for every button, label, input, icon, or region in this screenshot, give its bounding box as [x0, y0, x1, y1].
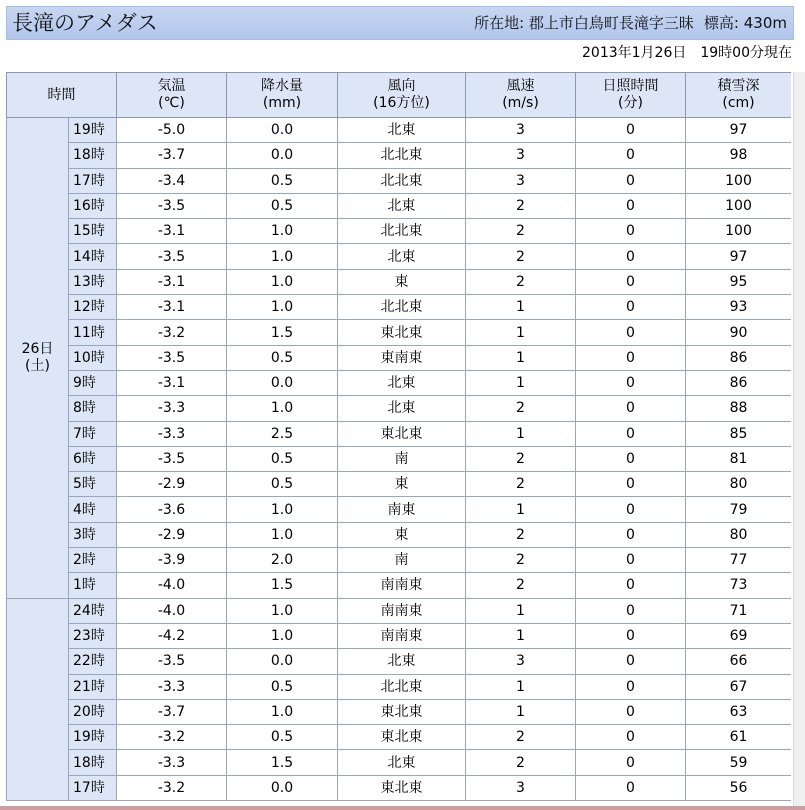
table-row [7, 750, 792, 775]
cell-wind-direction: 東北東 [338, 725, 466, 750]
cell-snow-depth: 56 [686, 775, 792, 800]
table-row [7, 320, 792, 345]
cell-temperature: -3.1 [117, 269, 227, 294]
table-row [7, 573, 792, 598]
cell-wind-speed: 2 [466, 573, 576, 598]
cell-wind-speed: 1 [466, 295, 576, 320]
table-row [7, 193, 792, 218]
cell-hour: 9時 [69, 370, 117, 395]
cell-wind-speed: 2 [466, 219, 576, 244]
cell-hour: 8時 [69, 396, 117, 421]
cell-wind-speed: 1 [466, 421, 576, 446]
cell-wind-speed: 3 [466, 143, 576, 168]
cell-wind-speed: 2 [466, 548, 576, 573]
cell-precipitation: 1.5 [227, 750, 338, 775]
location-text: 所在地: 郡上市白鳥町長滝字三昧 [474, 14, 694, 32]
table-row [7, 396, 792, 421]
cell-wind-speed: 2 [466, 446, 576, 471]
cell-wind-speed: 2 [466, 396, 576, 421]
cell-hour: 17時 [69, 168, 117, 193]
cell-wind-speed: 1 [466, 699, 576, 724]
cell-temperature: -3.2 [117, 320, 227, 345]
cell-precipitation: 0.0 [227, 775, 338, 800]
table-row [7, 598, 792, 623]
cell-sunshine: 0 [576, 269, 686, 294]
cell-temperature: -3.3 [117, 674, 227, 699]
cell-temperature: -4.0 [117, 573, 227, 598]
cell-wind-speed: 2 [466, 269, 576, 294]
page-title: 長滝のアメダス [12, 11, 158, 35]
table-row [7, 421, 792, 446]
cell-snow-depth: 100 [686, 219, 792, 244]
cell-hour: 16時 [69, 193, 117, 218]
cell-wind-speed: 2 [466, 750, 576, 775]
cell-precipitation: 1.0 [227, 623, 338, 648]
cell-hour: 24時 [69, 598, 117, 623]
table-row [7, 699, 792, 724]
cell-temperature: -3.4 [117, 168, 227, 193]
cell-wind-direction: 東北東 [338, 699, 466, 724]
table-row [7, 472, 792, 497]
cell-precipitation: 0.5 [227, 345, 338, 370]
cell-temperature: -2.9 [117, 472, 227, 497]
cell-sunshine: 0 [576, 118, 686, 143]
cell-precipitation: 0.5 [227, 725, 338, 750]
cell-snow-depth: 97 [686, 244, 792, 269]
amedas-table-container [6, 72, 791, 810]
table-row [7, 649, 792, 674]
cell-sunshine: 0 [576, 345, 686, 370]
day-label: 26日 (土) [7, 118, 69, 599]
cell-hour: 20時 [69, 699, 117, 724]
table-row [7, 674, 792, 699]
cell-temperature: -3.5 [117, 193, 227, 218]
table-row [7, 775, 792, 800]
cell-wind-direction: 南東 [338, 497, 466, 522]
cell-wind-speed: 1 [466, 497, 576, 522]
cell-precipitation: 1.0 [227, 699, 338, 724]
cell-hour: 1時 [69, 573, 117, 598]
cell-hour: 19時 [69, 118, 117, 143]
cell-snow-depth: 93 [686, 295, 792, 320]
location-info [474, 14, 787, 32]
cell-hour: 4時 [69, 497, 117, 522]
cell-temperature: -3.5 [117, 649, 227, 674]
cell-hour: 5時 [69, 472, 117, 497]
cell-snow-depth: 71 [686, 598, 792, 623]
table-row [7, 269, 792, 294]
cell-precipitation: 0.5 [227, 193, 338, 218]
cell-wind-speed: 1 [466, 598, 576, 623]
cell-wind-direction: 北東 [338, 118, 466, 143]
cell-sunshine: 0 [576, 548, 686, 573]
cell-precipitation: 1.0 [227, 295, 338, 320]
cell-wind-speed: 3 [466, 649, 576, 674]
cell-hour: 14時 [69, 244, 117, 269]
cell-snow-depth: 59 [686, 750, 792, 775]
table-row [7, 725, 792, 750]
cell-wind-direction: 北北東 [338, 168, 466, 193]
cell-wind-speed: 1 [466, 623, 576, 648]
cell-temperature: -3.5 [117, 345, 227, 370]
cell-hour: 12時 [69, 295, 117, 320]
cell-snow-depth: 77 [686, 548, 792, 573]
cell-temperature: -3.3 [117, 421, 227, 446]
elevation-text: 標高: 430m [703, 14, 787, 32]
cell-temperature: -3.3 [117, 750, 227, 775]
cell-precipitation: 1.0 [227, 497, 338, 522]
bottom-divider [0, 806, 805, 810]
cell-snow-depth: 95 [686, 269, 792, 294]
cell-snow-depth: 80 [686, 522, 792, 547]
cell-wind-direction: 北東 [338, 396, 466, 421]
cell-snow-depth: 79 [686, 497, 792, 522]
cell-precipitation: 0.5 [227, 674, 338, 699]
cell-snow-depth: 86 [686, 370, 792, 395]
cell-sunshine: 0 [576, 219, 686, 244]
cell-temperature: -3.7 [117, 699, 227, 724]
cell-snow-depth: 67 [686, 674, 792, 699]
cell-temperature: -3.6 [117, 497, 227, 522]
cell-precipitation: 0.5 [227, 446, 338, 471]
cell-temperature: -3.2 [117, 775, 227, 800]
table-row [7, 345, 792, 370]
cell-wind-direction: 北北東 [338, 295, 466, 320]
cell-wind-direction: 北東 [338, 370, 466, 395]
cell-hour: 23時 [69, 623, 117, 648]
cell-wind-direction: 南 [338, 446, 466, 471]
table-row [7, 219, 792, 244]
cell-wind-direction: 北東 [338, 649, 466, 674]
cell-snow-depth: 81 [686, 446, 792, 471]
cell-wind-direction: 北北東 [338, 143, 466, 168]
cell-snow-depth: 88 [686, 396, 792, 421]
cell-precipitation: 0.0 [227, 649, 338, 674]
header-time: 時間 [7, 73, 117, 118]
cell-precipitation: 1.0 [227, 598, 338, 623]
cell-wind-speed: 3 [466, 168, 576, 193]
cell-wind-direction: 東南東 [338, 345, 466, 370]
cell-wind-direction: 南 [338, 548, 466, 573]
cell-sunshine: 0 [576, 143, 686, 168]
cell-wind-speed: 1 [466, 370, 576, 395]
cell-hour: 7時 [69, 421, 117, 446]
table-row [7, 143, 792, 168]
cell-sunshine: 0 [576, 623, 686, 648]
cell-temperature: -3.3 [117, 396, 227, 421]
cell-precipitation: 1.5 [227, 320, 338, 345]
cell-wind-direction: 東 [338, 522, 466, 547]
table-row [7, 244, 792, 269]
cell-temperature: -5.0 [117, 118, 227, 143]
cell-hour: 15時 [69, 219, 117, 244]
cell-sunshine: 0 [576, 674, 686, 699]
cell-wind-speed: 2 [466, 725, 576, 750]
cell-sunshine: 0 [576, 750, 686, 775]
cell-sunshine: 0 [576, 725, 686, 750]
header-snow-depth: 積雪深 (cm) [686, 73, 792, 118]
cell-wind-direction: 北東 [338, 750, 466, 775]
header-sunshine: 日照時間 (分) [576, 73, 686, 118]
cell-temperature: -3.1 [117, 370, 227, 395]
cell-hour: 11時 [69, 320, 117, 345]
cell-sunshine: 0 [576, 295, 686, 320]
day-label-previous [7, 598, 69, 800]
cell-hour: 3時 [69, 522, 117, 547]
cell-snow-depth: 63 [686, 699, 792, 724]
cell-sunshine: 0 [576, 775, 686, 800]
cell-temperature: -4.0 [117, 598, 227, 623]
cell-sunshine: 0 [576, 370, 686, 395]
cell-precipitation: 1.0 [227, 244, 338, 269]
cell-temperature: -3.5 [117, 446, 227, 471]
table-row [7, 295, 792, 320]
cell-wind-speed: 1 [466, 345, 576, 370]
table-row [7, 168, 792, 193]
cell-wind-direction: 東 [338, 472, 466, 497]
cell-wind-direction: 南南東 [338, 573, 466, 598]
table-row [7, 522, 792, 547]
table-row [7, 548, 792, 573]
cell-hour: 10時 [69, 345, 117, 370]
table-row [7, 446, 792, 471]
cell-sunshine: 0 [576, 320, 686, 345]
cell-precipitation: 1.0 [227, 219, 338, 244]
cell-snow-depth: 86 [686, 345, 792, 370]
cell-wind-direction: 北北東 [338, 674, 466, 699]
cell-hour: 2時 [69, 548, 117, 573]
cell-snow-depth: 85 [686, 421, 792, 446]
cell-precipitation: 0.5 [227, 168, 338, 193]
vertical-scrollbar[interactable] [793, 72, 805, 810]
cell-sunshine: 0 [576, 649, 686, 674]
header-wind-direction: 風向 (16方位) [338, 73, 466, 118]
cell-precipitation: 1.0 [227, 522, 338, 547]
header-wind-speed: 風速 (m/s) [466, 73, 576, 118]
table-row [7, 118, 792, 143]
cell-wind-speed: 1 [466, 320, 576, 345]
page-header [6, 6, 794, 40]
cell-wind-speed: 3 [466, 775, 576, 800]
cell-sunshine: 0 [576, 446, 686, 471]
cell-snow-depth: 61 [686, 725, 792, 750]
cell-temperature: -3.1 [117, 219, 227, 244]
cell-snow-depth: 100 [686, 168, 792, 193]
cell-snow-depth: 97 [686, 118, 792, 143]
cell-snow-depth: 73 [686, 573, 792, 598]
table-row [7, 623, 792, 648]
cell-wind-direction: 北東 [338, 244, 466, 269]
cell-temperature: -2.9 [117, 522, 227, 547]
cell-snow-depth: 100 [686, 193, 792, 218]
cell-temperature: -3.9 [117, 548, 227, 573]
cell-precipitation: 0.5 [227, 472, 338, 497]
table-row [7, 370, 792, 395]
cell-snow-depth: 90 [686, 320, 792, 345]
cell-wind-direction: 北東 [338, 193, 466, 218]
cell-hour: 6時 [69, 446, 117, 471]
cell-sunshine: 0 [576, 699, 686, 724]
cell-sunshine: 0 [576, 193, 686, 218]
cell-wind-speed: 2 [466, 472, 576, 497]
header-precipitation: 降水量 (mm) [227, 73, 338, 118]
cell-wind-speed: 1 [466, 674, 576, 699]
cell-snow-depth: 98 [686, 143, 792, 168]
timestamp: 2013年1月26日 19時00分現在 [582, 45, 792, 61]
cell-precipitation: 2.5 [227, 421, 338, 446]
cell-precipitation: 2.0 [227, 548, 338, 573]
cell-sunshine: 0 [576, 472, 686, 497]
cell-sunshine: 0 [576, 396, 686, 421]
cell-wind-direction: 南南東 [338, 623, 466, 648]
cell-temperature: -3.5 [117, 244, 227, 269]
cell-sunshine: 0 [576, 573, 686, 598]
cell-wind-direction: 東北東 [338, 421, 466, 446]
header-temperature: 気温 (℃) [117, 73, 227, 118]
cell-sunshine: 0 [576, 244, 686, 269]
cell-wind-direction: 北北東 [338, 219, 466, 244]
cell-wind-speed: 2 [466, 244, 576, 269]
cell-sunshine: 0 [576, 421, 686, 446]
amedas-table [6, 72, 791, 801]
cell-precipitation: 1.0 [227, 269, 338, 294]
cell-hour: 21時 [69, 674, 117, 699]
cell-hour: 18時 [69, 143, 117, 168]
cell-wind-direction: 東 [338, 269, 466, 294]
cell-precipitation: 1.0 [227, 396, 338, 421]
cell-wind-direction: 東北東 [338, 320, 466, 345]
cell-sunshine: 0 [576, 522, 686, 547]
cell-snow-depth: 66 [686, 649, 792, 674]
cell-wind-direction: 南南東 [338, 598, 466, 623]
cell-temperature: -3.7 [117, 143, 227, 168]
cell-temperature: -3.1 [117, 295, 227, 320]
cell-temperature: -3.2 [117, 725, 227, 750]
cell-sunshine: 0 [576, 497, 686, 522]
cell-hour: 13時 [69, 269, 117, 294]
cell-wind-speed: 3 [466, 118, 576, 143]
cell-temperature: -4.2 [117, 623, 227, 648]
cell-snow-depth: 80 [686, 472, 792, 497]
cell-hour: 17時 [69, 775, 117, 800]
cell-wind-speed: 2 [466, 522, 576, 547]
table-row [7, 497, 792, 522]
cell-hour: 19時 [69, 725, 117, 750]
cell-precipitation: 0.0 [227, 118, 338, 143]
cell-snow-depth: 69 [686, 623, 792, 648]
cell-hour: 22時 [69, 649, 117, 674]
cell-precipitation: 0.0 [227, 143, 338, 168]
cell-precipitation: 0.0 [227, 370, 338, 395]
cell-wind-speed: 2 [466, 193, 576, 218]
cell-wind-direction: 東北東 [338, 775, 466, 800]
table-body [7, 118, 792, 801]
cell-precipitation: 1.5 [227, 573, 338, 598]
table-header-row [7, 73, 792, 118]
cell-sunshine: 0 [576, 168, 686, 193]
cell-hour: 18時 [69, 750, 117, 775]
cell-sunshine: 0 [576, 598, 686, 623]
